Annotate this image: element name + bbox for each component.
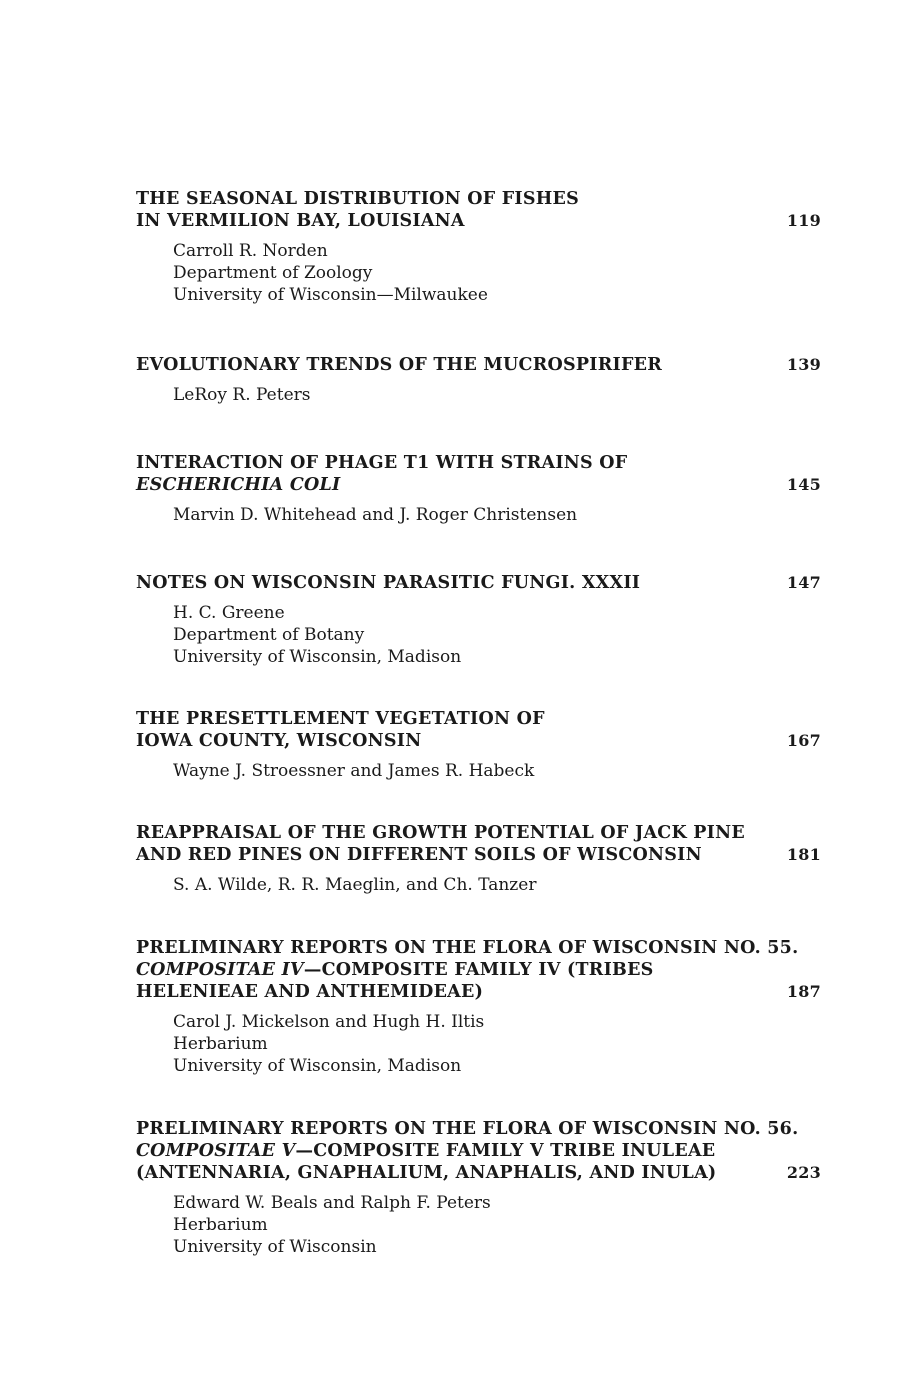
entry-authors	[136, 504, 821, 526]
entry-title-text: PRELIMINARY REPORTS ON THE FLORA OF WISCONSIN NO. 55.	[136, 938, 799, 958]
author-line: Department of Botany	[173, 625, 365, 645]
entry-title-text: —COMPOSITE FAMILY IV (TRIBES	[303, 960, 654, 980]
page-number: 119	[786, 211, 821, 230]
entry-title-line	[136, 1140, 821, 1162]
entry-title-line	[136, 210, 821, 232]
entry-title-line	[136, 354, 821, 376]
author-line: University of Wisconsin, Madison	[173, 1056, 462, 1076]
page-number: 147	[786, 573, 821, 592]
entry-title-text: THE PRESETTLEMENT VEGETATION OF	[136, 709, 545, 729]
page-number: 181	[786, 845, 821, 864]
toc-entry	[136, 572, 821, 668]
entry-title-text: PRELIMINARY REPORTS ON THE FLORA OF WISCONSIN NO. 56.	[136, 1119, 799, 1139]
toc-entry	[136, 1118, 821, 1258]
page-number: 139	[786, 355, 821, 374]
entry-title-text: INTERACTION OF PHAGE T1 WITH STRAINS OF	[136, 453, 628, 473]
entry-title-line	[136, 1118, 821, 1140]
entry-authors	[136, 1192, 821, 1258]
entry-title-line	[136, 730, 821, 752]
entry-title-text: REAPPRAISAL OF THE GROWTH POTENTIAL OF JACK PINE	[136, 823, 745, 843]
page-number: 167	[786, 731, 821, 750]
entry-authors	[136, 602, 821, 668]
author-line: University of Wisconsin, Madison	[173, 647, 462, 667]
toc-entry	[136, 452, 821, 526]
author-line: Herbarium	[173, 1215, 268, 1235]
author-line: University of Wisconsin—Milwaukee	[173, 285, 488, 305]
entry-title-text: EVOLUTIONARY TRENDS OF THE MUCROSPIRIFER	[136, 355, 663, 375]
entry-authors	[136, 240, 821, 306]
entry-title-line	[136, 937, 821, 959]
entry-title-line	[136, 708, 821, 730]
entry-title-line	[136, 959, 821, 981]
entry-title-line	[136, 1162, 821, 1184]
page-number: 223	[786, 1163, 821, 1182]
toc-entry	[136, 354, 821, 406]
entry-title-line	[136, 452, 821, 474]
entry-title-line	[136, 981, 821, 1003]
author-line: Edward W. Beals and Ralph F. Peters	[173, 1193, 491, 1213]
entry-title-text: (ANTENNARIA, GNAPHALIUM, ANAPHALIS, AND INULA)	[136, 1163, 717, 1183]
author-line: Carroll R. Norden	[173, 241, 328, 261]
entry-title-text: COMPOSITAE V	[136, 1141, 296, 1161]
toc-entry	[136, 937, 821, 1077]
entry-title-text: THE SEASONAL DISTRIBUTION OF FISHES	[136, 189, 580, 209]
toc-entry	[136, 822, 821, 896]
author-line: Marvin D. Whitehead and J. Roger Christensen	[173, 505, 578, 525]
author-line: Carol J. Mickelson and Hugh H. Iltis	[173, 1012, 485, 1032]
entry-title-line	[136, 474, 821, 496]
entry-title-line	[136, 188, 821, 210]
entry-title-text: COMPOSITAE IV	[136, 960, 304, 980]
author-line: Wayne J. Stroessner and James R. Habeck	[173, 761, 535, 781]
entry-title-text: NOTES ON WISCONSIN PARASITIC FUNGI. XXXII	[136, 573, 641, 593]
author-line: University of Wisconsin	[173, 1237, 377, 1257]
entry-title-text: ESCHERICHIA COLI	[136, 475, 341, 495]
entry-title-text: IN VERMILION BAY, LOUISIANA	[136, 211, 465, 231]
page-number: 187	[786, 982, 821, 1001]
author-line: LeRoy R. Peters	[173, 385, 311, 405]
entry-authors	[136, 384, 821, 406]
entry-authors	[136, 760, 821, 782]
entry-title-line	[136, 844, 821, 866]
author-line: Herbarium	[173, 1034, 268, 1054]
author-line: S. A. Wilde, R. R. Maeglin, and Ch. Tanzer	[173, 875, 537, 895]
entry-title-text: HELENIEAE AND ANTHEMIDEAE)	[136, 982, 484, 1002]
entry-authors	[136, 874, 821, 896]
entry-title-text: —COMPOSITE FAMILY V TRIBE INULEAE	[295, 1141, 716, 1161]
entry-authors	[136, 1011, 821, 1077]
toc-entry	[136, 188, 821, 306]
entry-title-line	[136, 572, 821, 594]
toc-entry	[136, 708, 821, 782]
entry-title-line	[136, 822, 821, 844]
entry-title-text: AND RED PINES ON DIFFERENT SOILS OF WISCONSIN	[136, 845, 702, 865]
page-number: 145	[786, 475, 821, 494]
entry-title-text: IOWA COUNTY, WISCONSIN	[136, 731, 422, 751]
author-line: Department of Zoology	[173, 263, 373, 283]
author-line: H. C. Greene	[173, 603, 285, 623]
